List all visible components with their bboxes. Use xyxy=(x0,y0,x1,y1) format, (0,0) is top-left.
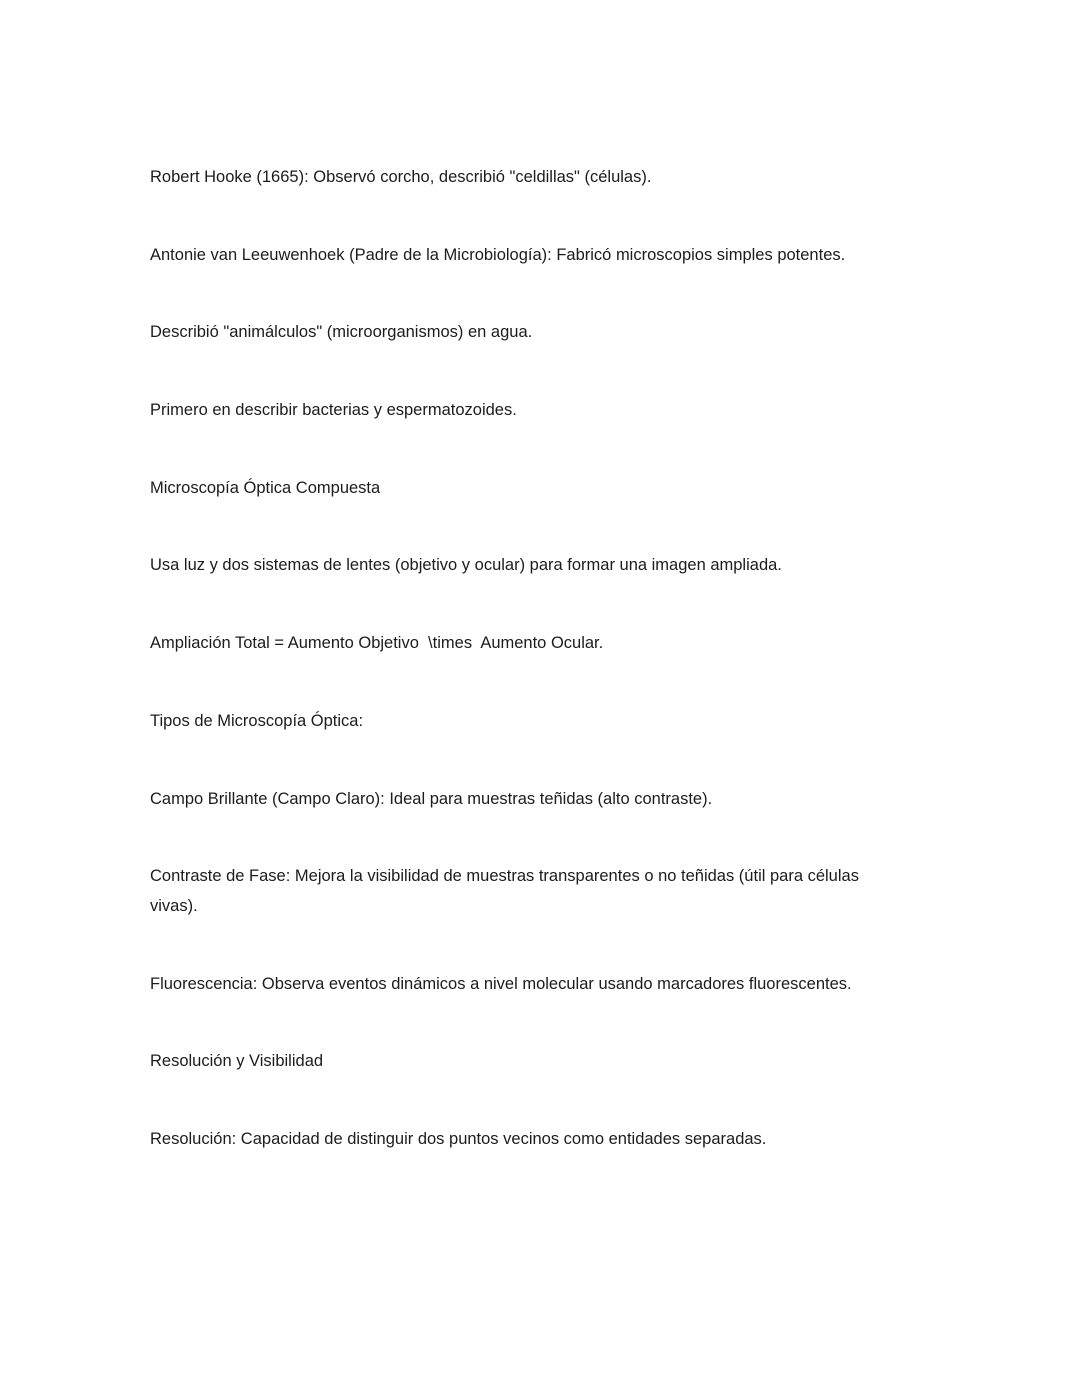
paragraph-campo-brillante: Campo Brillante (Campo Claro): Ideal para muestras teñidas (alto contraste). xyxy=(150,789,713,808)
paragraph-usa-luz: Usa luz y dos sistemas de lentes (objetivo y ocular) para formar una imagen ampliada. xyxy=(150,556,782,575)
paragraph-resolucion: Resolución: Capacidad de distinguir dos puntos vecinos como entidades separadas. xyxy=(150,1129,767,1148)
paragraph-fluorescencia: Fluorescencia: Observa eventos dinámicos a nivel molecular usando marcadores fluorescentes. xyxy=(150,974,852,993)
paragraph-tipos-microscopia: Tipos de Microscopía Óptica: xyxy=(150,711,364,730)
paragraph-contraste-de-fase: Contraste de Fase: Mejora la visibilidad de muestras transparentes o no teñidas (útil para células vivas). xyxy=(150,867,864,915)
paragraph-bacterias: Primero en describir bacterias y espermatozoides. xyxy=(150,401,517,420)
paragraph-ampliacion-total: Ampliación Total = Aumento Objetivo \times Aumento Ocular. xyxy=(150,634,604,653)
paragraph-leeuwenhoek: Antonie van Leeuwenhoek (Padre de la Microbiología): Fabricó microscopios simples potentes. xyxy=(150,245,846,264)
paragraph-robert-hooke: Robert Hooke (1665): Observó corcho, describió "celdillas" (células). xyxy=(150,168,652,186)
paragraph-animalculos: Describió "animálculos" (microorganismos) en agua. xyxy=(150,323,533,342)
paragraph-microscopia-optica-compuesta: Microscopía Óptica Compuesta xyxy=(150,478,381,497)
paragraph-resolucion-visibilidad: Resolución y Visibilidad xyxy=(150,1052,324,1071)
